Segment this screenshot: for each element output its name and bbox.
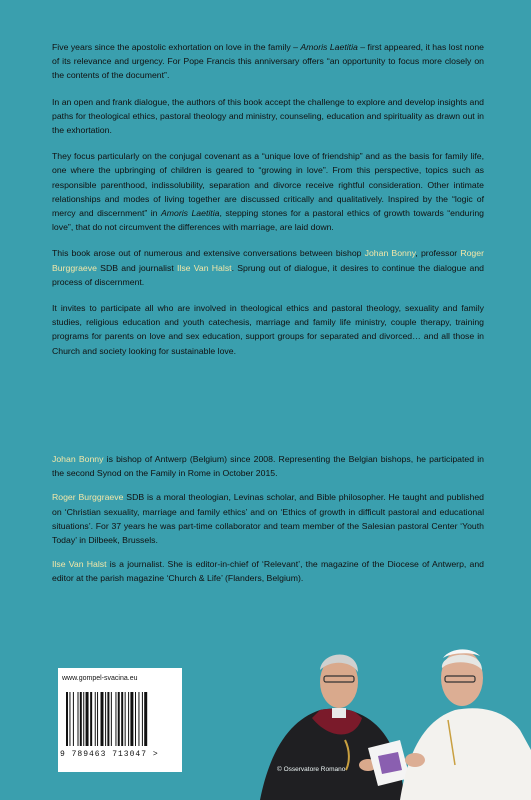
author-name: Ilse Van Halst — [176, 262, 232, 273]
author-bios — [52, 452, 484, 596]
blurb — [52, 40, 484, 370]
barcode-bar — [115, 692, 116, 746]
blurb-paragraph — [52, 95, 484, 138]
barcode-bar — [144, 692, 147, 746]
barcode-bar — [90, 692, 92, 746]
bio-paragraph — [52, 557, 484, 585]
author-name: Roger Burggraeve — [52, 492, 124, 503]
author-name: Ilse Van Halst — [52, 559, 107, 570]
text-run: Amoris Laetitia — [160, 208, 220, 219]
barcode-bar — [121, 692, 123, 746]
barcode-bar — [105, 692, 106, 746]
barcode-bar — [138, 692, 139, 746]
author-name: Johan Bonny — [52, 454, 104, 464]
photo-credit: © Osservatore Romano — [277, 766, 346, 773]
blurb-paragraph — [52, 246, 484, 289]
text-run: , stepping stones for a pastoral ethics of growth towards “enduring love”, that do not circumvent the differences with marriage, are laid down. — [52, 208, 484, 233]
barcode-bar — [118, 692, 120, 746]
barcode-bar — [86, 692, 89, 746]
text-run: , professor — [415, 248, 461, 259]
author-name: Roger Burggraeve — [52, 248, 484, 273]
text-run: is bishop of Antwerp (Belgium) since 2008. Representing the Belgian bishops, he participated in the second Synod on the Family in Rome in October 2015. — [52, 454, 484, 479]
barcode — [66, 692, 176, 748]
barcode-bar — [80, 692, 82, 746]
blurb-paragraph — [52, 149, 484, 234]
barcode-bar — [101, 692, 104, 746]
text-run: It invites to participate all who are involved in theological ethics and pastoral theology, sexuality and family studies, religious education and youth catechesis, marriage and family life ministry, couple therapy, training programs for parents on love and sex education, support groups for separated and divorced… and all those in Church and society looking for sustainable love. — [52, 303, 484, 356]
bio-paragraph — [52, 490, 484, 547]
barcode-bar — [125, 692, 126, 746]
text-run: SDB and journalist — [96, 262, 177, 273]
blurb-paragraph — [52, 301, 484, 358]
text-run: is a journalist. She is editor-in-chief of ‘Relevant’, the magazine of the Diocese of Antwerp, and editor at the parish magazine ‘Church & Life’ (Flanders, Belgium). — [52, 559, 485, 584]
barcode-bar — [78, 692, 79, 746]
author-name: Johan Bonny — [364, 248, 416, 259]
barcode-bar — [107, 692, 109, 746]
publisher-url[interactable]: www.gompel-svacina.eu — [62, 675, 138, 682]
text-run: In an open and frank dialogue, the authors of this book accept the challenge to explore and develop insights and paths for theological ethics, pastoral theology and ministry, counseling, education and spirituality as drawn out in the exhortation. — [52, 96, 484, 136]
bio-paragraph — [52, 452, 484, 480]
text-run: . Sprung out of dialogue, it desires to continue the dialogue and process of discernment. — [52, 262, 485, 287]
barcode-bar — [73, 692, 74, 746]
text-run: They focus particularly on the conjugal covenant as a “unique love of friendship” and as the basis for family life, one where the upbringing of children is geared to “growing in love”. From this perspective, topics such as responsible parenthood, indissolubility, separation and divorce receive rightful consideration. Other intimate relationships and modes of living together are discussed critically and qualitatively. Inspired by the “logic of mercy and discernment” in — [52, 151, 484, 219]
barcode-bar — [95, 692, 96, 746]
barcode-bar — [69, 692, 70, 746]
blurb-paragraph — [52, 40, 484, 83]
barcode-bar — [142, 692, 143, 746]
barcode-bar — [111, 692, 112, 746]
barcode-bar — [130, 692, 133, 746]
text-run: This book arose out of numerous and extensive conversations between bishop — [52, 248, 365, 259]
barcode-bar — [135, 692, 136, 746]
barcode-bar — [97, 692, 98, 746]
text-run: – first appeared, it has lost none of its relevance and urgency. For Pope Francis this anniversary offers “an opportunity to focus more closely on the contents of the document”. — [52, 42, 484, 81]
text-run: SDB is a moral theologian, Levinas scholar, and Bible philosopher. He taught and published on ‘Christian sexuality, marriage and family ethics’ and on ‘Ethics of growth in difficult pastoral and educational situations’. For 37 years he was part-time collaborator and team member of the Salesian pastoral Center ‘Youth Today’ in Dilbeek, Brussels. — [52, 492, 484, 546]
text-run: Amoris Laetitia — [300, 42, 358, 52]
text-run: Five years since the apostolic exhortation on love in the family – — [52, 42, 301, 52]
barcode-bar — [83, 692, 84, 746]
barcode-bar — [128, 692, 129, 746]
barcode-bar — [66, 692, 68, 746]
isbn-number: 9 789463 713047 > — [60, 750, 159, 759]
